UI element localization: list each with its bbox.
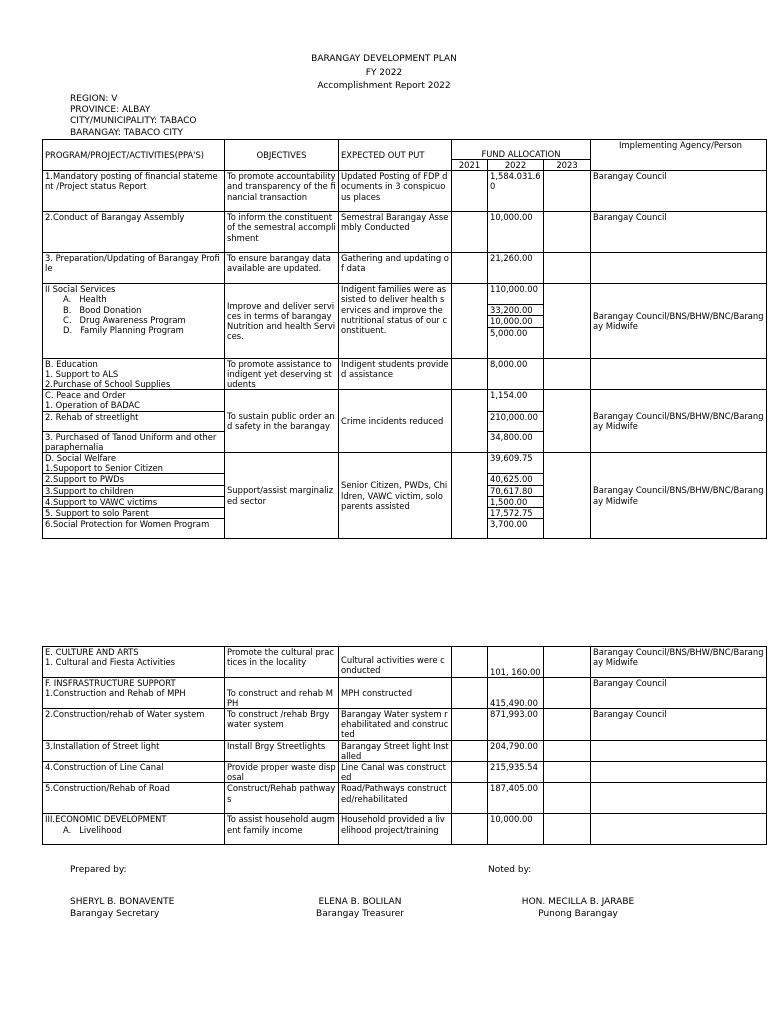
- ppa-cell: 6.Social Protection for Women Program: [43, 519, 225, 539]
- agency-cell: Barangay Council: [591, 709, 767, 741]
- output-cell: Indigent families were assisted to deliver health services and improve the nutritional status of our constituent.: [339, 284, 452, 358]
- agency-cell: Barangay Council/BNS/BHW/BNC/Barangay Midwife: [591, 390, 767, 453]
- agency-cell: Barangay Council: [591, 678, 767, 709]
- amount-2021-cell: [452, 212, 488, 253]
- table-row: [43, 647, 767, 678]
- amount-2022-cell: 39,609.75: [488, 453, 544, 474]
- amount-2023-cell: [544, 453, 591, 539]
- output-cell: Road/Pathways constructed/rehabilitated: [339, 783, 452, 814]
- amount-2023-cell: [544, 390, 591, 453]
- table-row: [43, 678, 767, 709]
- amount-2022-cell: 215,935.54: [488, 762, 544, 783]
- table-row: [43, 814, 767, 845]
- amount-2022-cell: 10,000.00: [488, 212, 544, 253]
- amount-2022-cell: 1,500.00: [488, 496, 544, 507]
- amount-2022-cell: 871,993.00: [488, 709, 544, 741]
- ppa-cell: [43, 814, 225, 845]
- amount-2022-cell: 5,000.00: [488, 327, 544, 358]
- amount-2021-cell: [452, 814, 488, 845]
- amount-2023-cell: [544, 814, 591, 845]
- list-item: A. Health: [63, 294, 107, 305]
- output-cell: Gathering and updating of data: [339, 253, 452, 284]
- objective-cell: Install Brgy Streetlights: [225, 740, 339, 761]
- output-cell: Crime incidents reduced: [339, 390, 452, 453]
- amount-2022-cell: 187,405.00: [488, 783, 544, 814]
- prepared-by-label: Prepared by:: [70, 865, 127, 875]
- amount-2023-cell: [544, 212, 591, 253]
- table-row: [43, 284, 767, 305]
- amount-2023-cell: [544, 678, 591, 709]
- list-item: A. Livelihood: [63, 824, 122, 835]
- objective-cell: To assist household augment family income: [225, 814, 339, 845]
- table-row: [43, 171, 767, 212]
- barangay-label: BARANGAY: TABACO CITY: [70, 127, 184, 138]
- agency-cell: [591, 762, 767, 783]
- objective-cell: To promote accountability and transparency of the financial transaction: [225, 171, 339, 212]
- objective-cell: To construct /rehab Brgy water system: [225, 709, 339, 741]
- objective-cell: To inform the constituent of the semestral accomplishment: [225, 212, 339, 253]
- list-item: 2.Purchase of School Supplies: [45, 379, 171, 390]
- signatory-title: Barangay Secretary: [70, 908, 160, 919]
- objective-cell: To sustain public order and safety in the barangay: [225, 390, 339, 453]
- output-cell: Semestral Barangay Assembly Conducted: [339, 212, 452, 253]
- amount-2023-cell: [544, 358, 591, 390]
- signatory-secretary: [70, 897, 174, 920]
- fiscal-year: FY 2022: [365, 67, 403, 78]
- ppa-cell: 4.Support to VAWC victims: [43, 496, 225, 507]
- list-item: 1. Cultural and Fiesta Activities: [45, 657, 176, 668]
- province-label: PROVINCE: ALBAY: [70, 105, 151, 116]
- amount-2021-cell: [452, 390, 488, 453]
- ppa-cell: 5. Support to solo Parent: [43, 508, 225, 519]
- table-header-row: [43, 140, 767, 160]
- amount-2022-cell: 10,000.00: [488, 316, 544, 327]
- ppa-cell: 1.Mandatory posting of financial statement /Project status Report: [43, 171, 225, 212]
- ppa-cell: 3. Purchased of Tanod Uniform and other paraphernalia: [43, 431, 225, 452]
- signatory-name: SHERYL B. BONAVENTE: [70, 897, 175, 907]
- amount-2021-cell: [452, 358, 488, 390]
- col-header-objectives: OBJECTIVES: [225, 140, 339, 171]
- noted-by-label: Noted by:: [488, 865, 532, 875]
- list-item: B. Bood Donation: [63, 304, 142, 315]
- amount-2022-cell: 415,490.00: [488, 678, 544, 709]
- amount-2022-cell: 70,617.80: [488, 485, 544, 496]
- signatory-title: Punong Barangay: [538, 908, 618, 919]
- col-header-fund: FUND ALLOCATION: [452, 140, 591, 160]
- ppa-cell: 3.Support to children: [43, 485, 225, 496]
- amount-2022-cell: 204,790.00: [488, 740, 544, 761]
- ppa-cell: 2. Rehab of streetlight: [43, 411, 225, 431]
- section-title: B. Education: [45, 358, 98, 369]
- amount-2022-cell: 3,700.00: [488, 519, 544, 539]
- section-title: F. INSFRASTRUCTURE SUPPORT: [45, 678, 176, 688]
- objective-cell: To ensure barangay data available are updated.: [225, 253, 339, 284]
- amount-2021-cell: [452, 678, 488, 709]
- table-row: [43, 453, 767, 474]
- ppa-cell: 4.Construction of Line Canal: [43, 762, 225, 783]
- agency-cell: Barangay Council: [591, 212, 767, 253]
- amount-2022-cell: 8,000.00: [488, 358, 544, 390]
- table-row: [43, 212, 767, 253]
- amount-2022-cell: 210,000.00: [488, 411, 544, 431]
- col-header-output: EXPECTED OUT PUT: [339, 140, 452, 171]
- agency-cell: [591, 740, 767, 761]
- agency-cell: [591, 358, 767, 390]
- amount-2023-cell: [544, 783, 591, 814]
- table-row: [43, 740, 767, 761]
- amount-2023-cell: [544, 762, 591, 783]
- amount-2022-cell: 21,260.00: [488, 253, 544, 284]
- section-title: C. Peace and Order: [45, 390, 126, 401]
- output-cell: Updated Posting of FDP documents in 3 conspicuous places: [339, 171, 452, 212]
- location-info: [70, 94, 197, 139]
- objective-cell: Support/assist marginalized sector: [225, 453, 339, 539]
- objective-cell: To promote assistance to indigent yet deserving students: [225, 358, 339, 390]
- col-header-2022: 2022: [488, 160, 544, 171]
- col-header-2023: 2023: [544, 160, 591, 171]
- report-subtitle: Accomplishment Report 2022: [317, 81, 451, 91]
- ppa-cell: [43, 284, 225, 358]
- ppa-cell: 5.Construction/Rehab of Road: [43, 783, 225, 814]
- ppa-cell: 3.Installation of Street light: [43, 740, 225, 761]
- objective-cell: Improve and deliver services in terms of barangay Nutrition and health Services.: [225, 284, 339, 358]
- agency-cell: Barangay Council/BNS/BHW/BNC/Barangay Midwife: [591, 647, 767, 678]
- amount-2023-cell: [544, 253, 591, 284]
- report-header: [0, 53, 768, 94]
- output-cell: Household provided a livelihood project/training: [339, 814, 452, 845]
- col-header-agency: Implementing Agency/Person: [591, 140, 767, 171]
- ppa-cell: 3. Preparation/Updating of Barangay Profile: [43, 253, 225, 284]
- signatory-punong-barangay: [510, 897, 646, 920]
- list-item: 1. Support to ALS: [45, 368, 119, 379]
- objective-cell: Construct/Rehab pathways: [225, 783, 339, 814]
- signatory-name: HON. MECILLA B. JARABE: [521, 897, 635, 907]
- objective-cell: To construct and rehab MPH: [225, 678, 339, 709]
- agency-cell: Barangay Council: [591, 171, 767, 212]
- ppa-cell: 2.Construction/rehab of Water system: [43, 709, 225, 741]
- plan-table-1: [42, 139, 767, 539]
- amount-2023-cell: [544, 171, 591, 212]
- table-row: [43, 783, 767, 814]
- output-cell: Cultural activities were conducted: [339, 647, 452, 678]
- list-item: 1.Supoport to Senior Citizen: [45, 463, 163, 474]
- region-label: REGION: V: [70, 94, 118, 104]
- ppa-cell: [43, 453, 225, 474]
- amount-2021-cell: [452, 709, 488, 741]
- table-row: [43, 253, 767, 284]
- amount-2021-cell: [452, 284, 488, 358]
- output-cell: Barangay Street light Installed: [339, 740, 452, 761]
- amount-2022-cell: 17,572.75: [488, 508, 544, 519]
- amount-2022-cell: 1,584.031.60: [488, 171, 544, 212]
- signatory-treasurer: [300, 897, 420, 920]
- output-cell: Line Canal was constructed: [339, 762, 452, 783]
- table-row: [43, 358, 767, 390]
- list-item: C. Drug Awareness Program: [63, 314, 186, 325]
- amount-2021-cell: [452, 783, 488, 814]
- agency-cell: Barangay Council/BNS/BHW/BNC/Barangay Midwife: [591, 453, 767, 539]
- list-item: 1. Operation of BADAC: [45, 400, 140, 411]
- amount-2022-cell: 1,154.00: [488, 390, 544, 411]
- plan-title: BARANGAY DEVELOPMENT PLAN: [311, 54, 457, 64]
- output-cell: MPH constructed: [339, 678, 452, 709]
- objective-cell: Provide proper waste disposal: [225, 762, 339, 783]
- ppa-cell: [43, 390, 225, 411]
- ppa-cell: [43, 678, 225, 709]
- amount-2022-cell: 101, 160.00: [488, 647, 544, 678]
- agency-cell: [591, 253, 767, 284]
- agency-cell: Barangay Council/BNS/BHW/BNC/Barangay Midwife: [591, 284, 767, 358]
- plan-table-2: [42, 646, 767, 845]
- ppa-cell: 2.Conduct of Barangay Assembly: [43, 212, 225, 253]
- col-header-2021: 2021: [452, 160, 488, 171]
- list-item: 1.Construction and Rehab of MPH: [45, 688, 186, 699]
- signatory-title: Barangay Treasurer: [316, 908, 404, 919]
- amount-2022-cell: 10,000.00: [488, 814, 544, 845]
- table-row: [43, 709, 767, 741]
- amount-2023-cell: [544, 284, 591, 358]
- col-header-ppa: PROGRAM/PROJECT/ACTIVITIES(PPA'S): [43, 140, 225, 171]
- amount-2021-cell: [452, 453, 488, 539]
- agency-cell: [591, 783, 767, 814]
- ppa-cell: [43, 647, 225, 678]
- table-row: [43, 762, 767, 783]
- section-title: III.ECONOMIC DEVELOPMENT: [45, 814, 167, 825]
- amount-2021-cell: [452, 740, 488, 761]
- city-label: CITY/MUNICIPALITY: TABACO: [70, 116, 197, 127]
- section-title: D. Social Welfare: [45, 453, 117, 464]
- output-cell: Barangay Water system rehabilitated and constructed: [339, 709, 452, 741]
- amount-2023-cell: [544, 740, 591, 761]
- list-item: D. Family Planning Program: [63, 325, 184, 336]
- amount-2023-cell: [544, 647, 591, 678]
- section-title: E. CULTURE AND ARTS: [45, 647, 139, 657]
- table-row: [43, 390, 767, 411]
- objective-cell: Promote the cultural practices in the locality: [225, 647, 339, 678]
- amount-2022-cell: 33,200.00: [488, 305, 544, 316]
- ppa-cell: [43, 358, 225, 390]
- signatory-name: ELENA B. BOLILAN: [318, 897, 402, 907]
- amount-2022-cell: 34,800.00: [488, 431, 544, 452]
- amount-2022-cell: 40,625.00: [488, 474, 544, 485]
- amount-2023-cell: [544, 709, 591, 741]
- amount-2021-cell: [452, 647, 488, 678]
- amount-2021-cell: [452, 171, 488, 212]
- amount-2022-cell: 110,000.00: [488, 284, 544, 305]
- amount-2021-cell: [452, 762, 488, 783]
- agency-cell: [591, 814, 767, 845]
- output-cell: Indigent students provided assistance: [339, 358, 452, 390]
- section-title: II Social Services: [45, 284, 116, 295]
- output-cell: Senior Citizen, PWDs, Children, VAWC victim, solo parents assisted: [339, 453, 452, 539]
- ppa-cell: 2.Support to PWDs: [43, 474, 225, 485]
- amount-2021-cell: [452, 253, 488, 284]
